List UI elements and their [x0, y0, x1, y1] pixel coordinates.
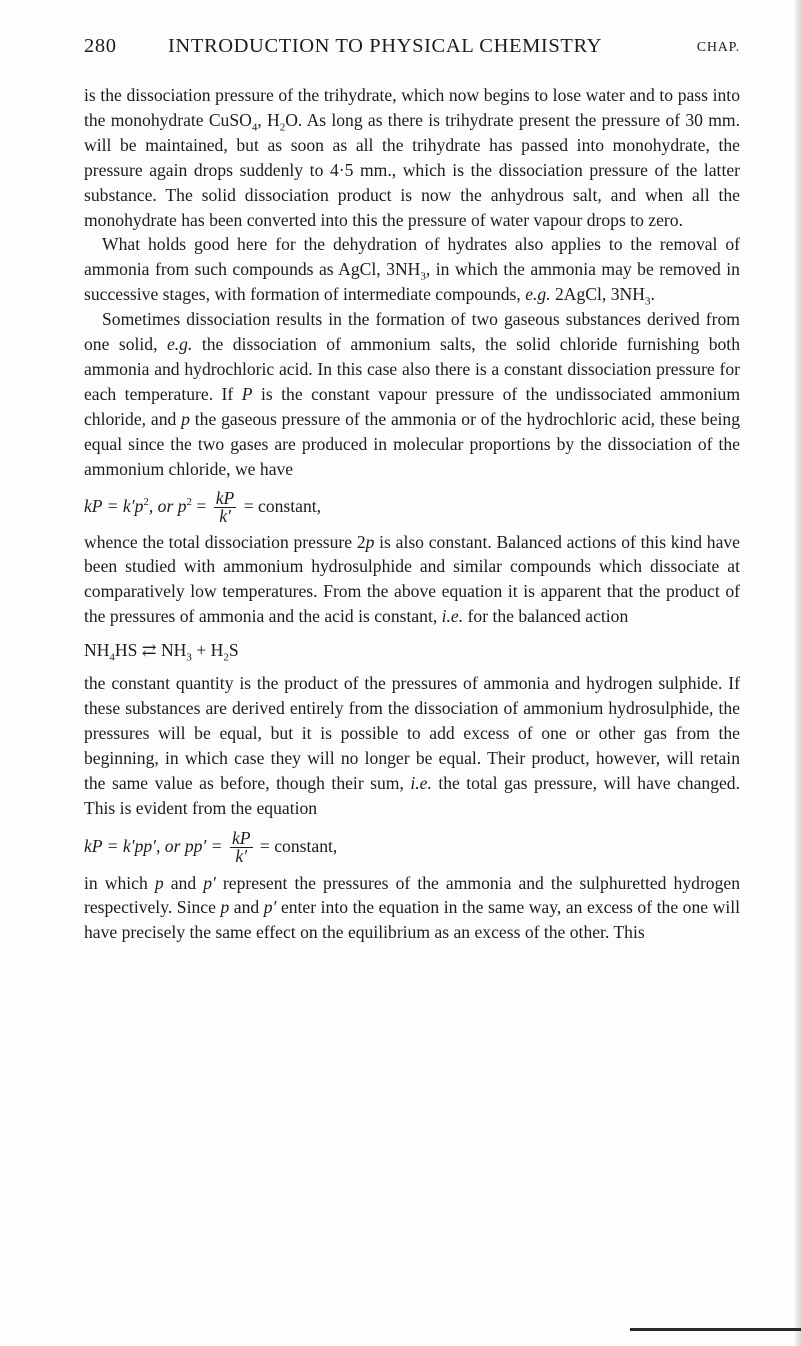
paragraph-1: is the dissociation pressure of the trihydrate, which now begins to lose water and to pass into the monohydrate CuSO$_4$, $H_2O$. As long as there is trihydrate present the pressure of 30 mm. will be maintained, but as soon as all the trihydrate has passed into monohydrate, the pressure again drops suddenly to 4·5 mm., which is the dissociation pressure of the latter substance. The solid dissociation product is now the anhydrous salt, and when all the monohydrate has been converted into this the pressure of water vapour drops to zero. — [84, 85, 740, 230]
page-number: 280 — [84, 35, 117, 57]
paragraph-2: What holds good here for the dehydration of hydrates also applies to the removal of ammonia from such compounds as AgCl, $3NH_3$, in which the ammonia may be removed in successive stages, with formation of intermediate compounds, e.g. 2AgCl, $3NH_3$. — [84, 234, 740, 308]
fraction-2: $\frac{kP}{k'}$ — [231, 828, 251, 867]
equation-1: kP = $k'p^2$, or $p^2$ = $\frac{kP}{k'}$ = constant, — [84, 487, 322, 526]
running-title: INTRODUCTION TO PHYSICAL CHEMISTRY — [168, 35, 603, 57]
bottom-rule — [630, 1328, 801, 1331]
paragraph-5: the constant quantity is the product of the pressures of ammonia and hydrogen sulphide. If these substances are derived entirely from the dissociation of ammonium hydrosulphide, the pressures will be equal, but it is possible to add excess of one or other gas from the beginning, in which case they will no longer be equal. Their product, however, will retain the same value as before, though their sum, i.e. the total gas pressure, will have changed. This is evident from the equation — [84, 673, 740, 818]
fraction-1: $\frac{kP}{k'}$ — [215, 487, 235, 526]
running-header — [84, 35, 740, 63]
paragraph-3: Sometimes dissociation results in the formation of two gaseous substances derived from one solid, e.g. the dissociation of ammonium salts, the solid chloride furnishing both ammonia and hydrochloric acid. In this case also there is a constant dissociation pressure for each temperature. If P is the constant vapour pressure of the undissociated ammonium chloride, and p the gaseous pressure of the ammonia or of the hydrochloric acid, these being equal since the two gases are produced in molecular proportions by the dissociation of the ammonium chloride, we have — [84, 309, 740, 479]
chapter-label: CHAP. — [696, 40, 740, 55]
paragraph-6: in which p and p′ represent the pressures of the ammonia and the sulphuretted hydrogen respectively. Since p and p′ enter into the equation in the same way, an excess of the one will have precisely the same effect on the equilibrium as an excess of the other. This — [84, 872, 741, 943]
equation-2: $NH_4HS$ ⇄ $NH_3 + H_2S$ — [84, 640, 239, 664]
page-edge-shadow — [795, 0, 801, 1346]
page-body — [84, 83, 740, 945]
equation-3: kP = k′pp′, or pp′ = $\frac{kP}{k'}$ = constant, — [84, 828, 338, 867]
paragraph-4: whence the total dissociation pressure 2p is also constant. Balanced actions of this kind have been studied with ammonium hydrosulphide and similar compounds which dissociate at comparatively low temperatures. From the above equation it is apparent that the product of the pressures of ammonia and the acid is constant, i.e. for the balanced action — [84, 531, 740, 627]
